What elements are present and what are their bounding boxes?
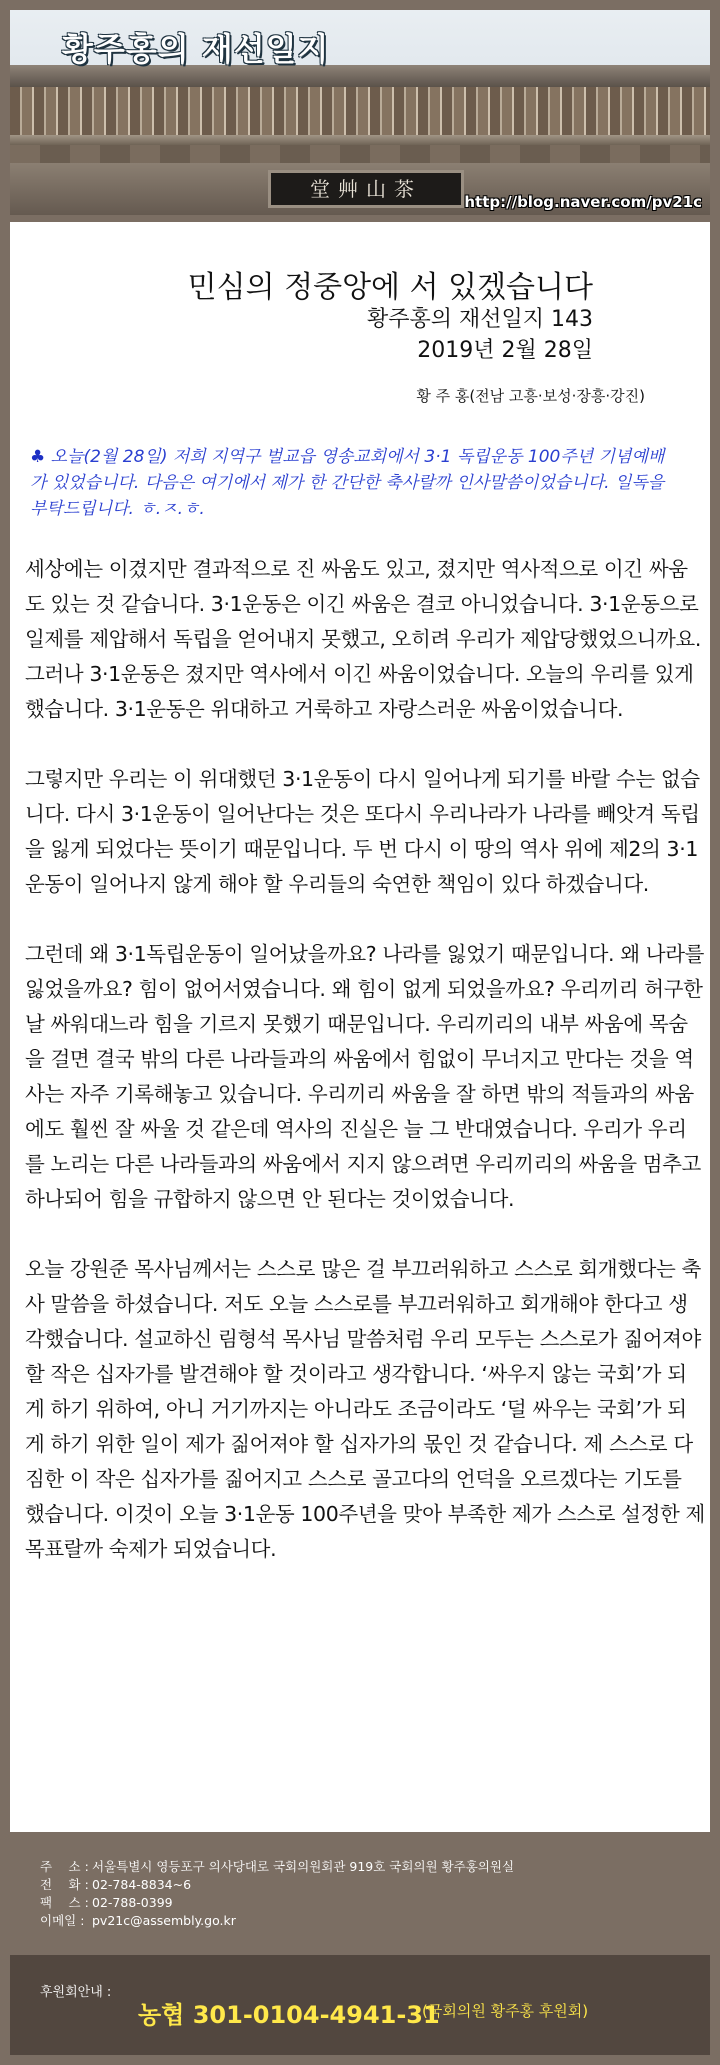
article-intro [30,444,670,522]
intro-text: 오늘(2월 28일) 저희 지역구 벌교읍 영송교회에서 3·1 독립운동 100주년 기념예배가 있었습니다. 다음은 여기에서 제가 한 간단한 축사랄까 인사말씀이었습니다. 일독을 부탁드립니다. ㅎ.ㅈ.ㅎ. [30,447,665,519]
contact-phone [40,1876,700,1894]
article-paragraph: 그런데 왜 3·1독립운동이 일어났을까요? 나라를 잃었기 때문입니다. 왜 나라를 잃었을까요? 힘이 없어서였습니다. 왜 힘이 없게 되었을까요? 우리끼리 허구한 날 싸워대느라 힘을 기르지 못했기 때문입니다. 우리끼리의 내부 싸움에 목숨을 걸면 결국 밖의 다른 나라들과의 싸움에서 힘없이 무너지고 만다는 것을 역사는 자주 기록해놓고 있습니다. 우리끼리 싸움을 잘 하면 밖의 적들과의 싸움에도 훨씬 잘 싸울 것 같은데 역사의 진실은 늘 그 반대였습니다. 우리가 우리를 노리는 다른 나라들과의 싸움에서 지지 않으려면 우리끼리의 싸움을 멈추고 하나되어 힘을 규합하지 않으면 안 된다는 것이었습니다. [25,942,705,1211]
article-date: 2019년 2월 28일 [417,338,593,363]
article-card [10,222,710,1832]
article-paragraph: 그렇지만 우리는 이 위대했던 3·1운동이 다시 일어나게 되기를 바랄 수는 없습니다. 다시 3·1운동이 일어난다는 것은 또다시 우리나라가 나라를 빼앗겨 독립을 잃게 되었다는 뜻이기 때문입니다. 두 번 다시 이 땅의 역사 위에 제2의 3·1운동이 일어나지 않게 해야 할 우리들의 숙연한 책임이 있다 하겠습니다. [25,767,700,896]
article-subtitle: 황주홍의 재선일지 143 [367,307,593,332]
club-icon: ♣ [30,447,46,467]
phone-value: 02-784-8834~6 [92,1877,192,1892]
sponsor-account: 농협 301-0104-4941-31 [138,2001,440,2029]
sponsor-note: (국회의원 황주홍 후원회) [422,2002,589,2020]
blog-url-link[interactable]: http://blog.naver.com/pv21c [464,193,702,211]
address-value: 서울특별시 영등포구 의사당대로 국회의원회관 919호 국회의원 황주홍의원실 [92,1859,515,1874]
contact-email [40,1912,700,1930]
address-label: 주 소 : [40,1859,89,1874]
article-author: 황 주 홍(전남 고흥·보성·장흥·강진) [416,387,645,405]
roof-rafters [10,87,710,135]
hanok-signboard: 堂艸山茶 [268,170,464,208]
blog-title: 황주홍의 재선일지 [62,30,330,68]
header-banner [10,10,710,215]
contact-address [40,1858,700,1876]
article-body [25,552,705,1567]
contact-fax [40,1894,700,1912]
roof-beam [10,135,710,145]
phone-label: 전 화 : [40,1877,89,1892]
fax-label: 팩 스 : [40,1895,89,1910]
article-paragraph: 오늘 강원준 목사님께서는 스스로 많은 걸 부끄러워하고 스스로 회개했다는 축사 말씀을 하셨습니다. 저도 오늘 스스로를 부끄러워하고 회개해야 한다고 생각했습니다. 설교하신 림형석 목사님 말씀처럼 우리 모두는 스스로가 짊어져야 할 작은 십자가를 발견해야 할 것이라고 생각합니다. ‘싸우지 않는 국회’가 되게 하기 위하여, 아니 거기까지는 아니라도 조금이라도 ‘덜 싸우는 국회’가 되게 하기 위한 일이 제가 짊어져야 할 십자가의 몫인 것 같습니다. 제 스스로 다짐한 이 작은 십자가를 짊어지고 스스로 골고다의 언덕을 오르겠다는 기도를 했습니다. 이것이 오늘 3·1운동 100주년을 맞아 부족한 제가 스스로 설정한 제 목표랄까 숙제가 되었습니다. [25,1257,705,1561]
contact-info [40,1858,700,1930]
fax-value: 02-788-0399 [92,1895,173,1910]
email-value[interactable]: pv21c@assembly.go.kr [92,1913,236,1928]
sponsor-bar [10,1955,710,2055]
article-paragraph: 세상에는 이겼지만 결과적으로 진 싸움도 있고, 졌지만 역사적으로 이긴 싸움도 있는 것 같습니다. 3·1운동은 이긴 싸움은 결코 아니었습니다. 3·1운동으로 일제를 제압해서 독립을 얻어내지 못했고, 오히려 우리가 제압당했었으니까요. 그러나 3·1운동은 졌지만 역사에서 이긴 싸움이었습니다. 오늘의 우리를 있게 했습니다. 3·1운동은 위대하고 거룩하고 자랑스러운 싸움이었습니다. [25,557,701,721]
roof-bracket [10,145,710,163]
email-label: 이메일 : [40,1913,85,1928]
article-title: 민심의 정중앙에 서 있겠습니다 [187,270,593,305]
sponsor-label: 후원회안내 : [40,1985,112,2000]
